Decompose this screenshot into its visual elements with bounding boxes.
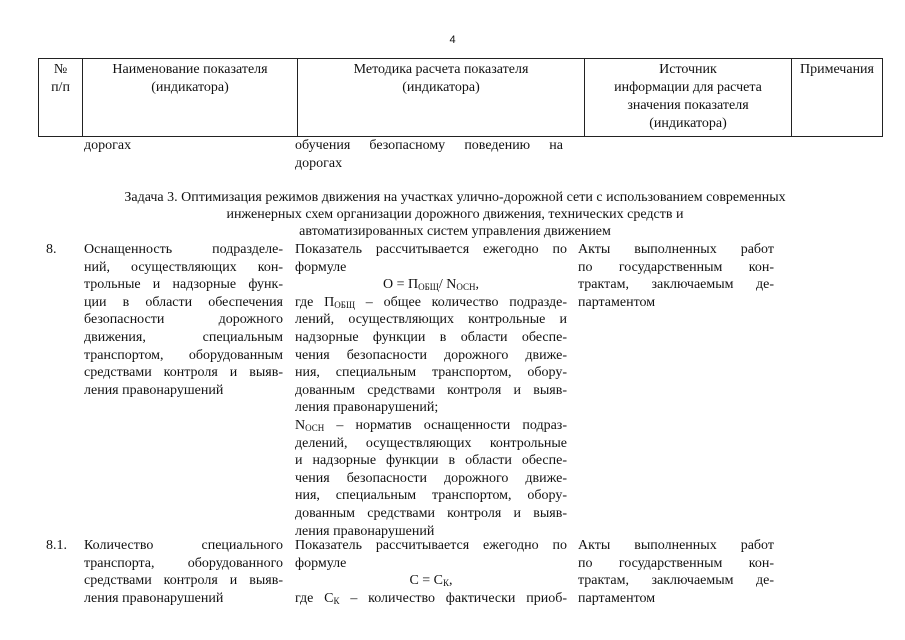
row-8-formula: $О = П_{ОБЩ}/$ $N_{ОСН}$, [383, 277, 479, 293]
row-8-1-definition: где $С_К$ – количество фактически приоб- [295, 590, 567, 606]
header-calculation-method: Методика расчета показателя (индикатора) [298, 59, 585, 137]
row-8-1-name: Количество специального транспорта, оборудованного средствами контроля и выяв- ления правонарушений [84, 538, 283, 606]
table-header [38, 58, 883, 137]
header-indicator-name: Наименование показателя (индикатора) [83, 59, 298, 137]
row-8-definition-total: где $П_{ОБЩ}$ – общее количество подразде- лений, осуществляющих контрольные и надзорные функции в области обеспе- чения безопасности дорожного движе- ния, специальным транспортом, обору- дованным средствами контроля и выяв- ления правонарушений; [295, 294, 567, 416]
row-8-number: 8. [46, 242, 57, 257]
row-8-source: Акты выполненных работ по государственным кон- трактам, заключаемым де- партаментом [578, 242, 774, 310]
row-8-1-formula: $С = С_К$, [409, 573, 453, 589]
page-number: 4 [449, 34, 456, 46]
header-information-source: Источник информации для расчета значения показателя (индикатора) [585, 59, 792, 137]
row-8-1-method: Показатель рассчитывается ежегодно по формуле $С = С_К$, где $С_К$ – количество фактически приоб- [295, 538, 567, 606]
task-heading: Задача 3. Оптимизация режимов движения на участках улично-дорожной сети с использованием современных инженерных схем организации дорожного движения, технических средств и автоматизированных систем управления движением [124, 190, 786, 239]
row-8-1-source: Акты выполненных работ по государственным кон- трактам, заключаемым де- партаментом [578, 538, 774, 606]
carry-method: обучения безопасному поведению на дорогах [295, 138, 563, 171]
row-8-method: Показатель рассчитывается ежегодно по формуле $О = П_{ОБЩ}/$ $N_{ОСН}$, где $П_{ОБЩ}$ – общее количество подразде- лений, осуществляющих контрольные и надзорные функции в области обеспе- чения безопасности дорожного движе- ния, специальным транспортом, обору- дованным средствами контроля и выяв- ления правонарушений; $N_{ОСН}$ – норматив оснащенности подраз- делений, осуществляющих контрольные и надзорные функции в области обеспе- чения безопасности дорожного движе- ния, специальным транспортом, обору- дованным средствами контроля и выяв- ления правонарушений [295, 242, 567, 539]
header-notes: Примечания [792, 59, 883, 137]
row-8-1-number: 8.1. [46, 538, 67, 553]
row-8-definition-norm: $N_{ОСН}$ – норматив оснащенности подраз- делений, осуществляющих контрольные и надзорные функции в области обеспе- чения безопасности дорожного движе- ния, специальным транспортом, обору- дованным средствами контроля и выяв- ления правонарушений [295, 417, 567, 539]
carry-name: дорогах [84, 138, 132, 153]
row-8-name: Оснащенность подразделе- ний, осуществляющих кон- трольные и надзорные функ- ции в области обеспечения безопасности дорожного движения, специальным транспортом, оборудованным средствами контроля и выяв- ления правонарушений [84, 242, 283, 398]
header-number: № п/п [39, 59, 83, 137]
